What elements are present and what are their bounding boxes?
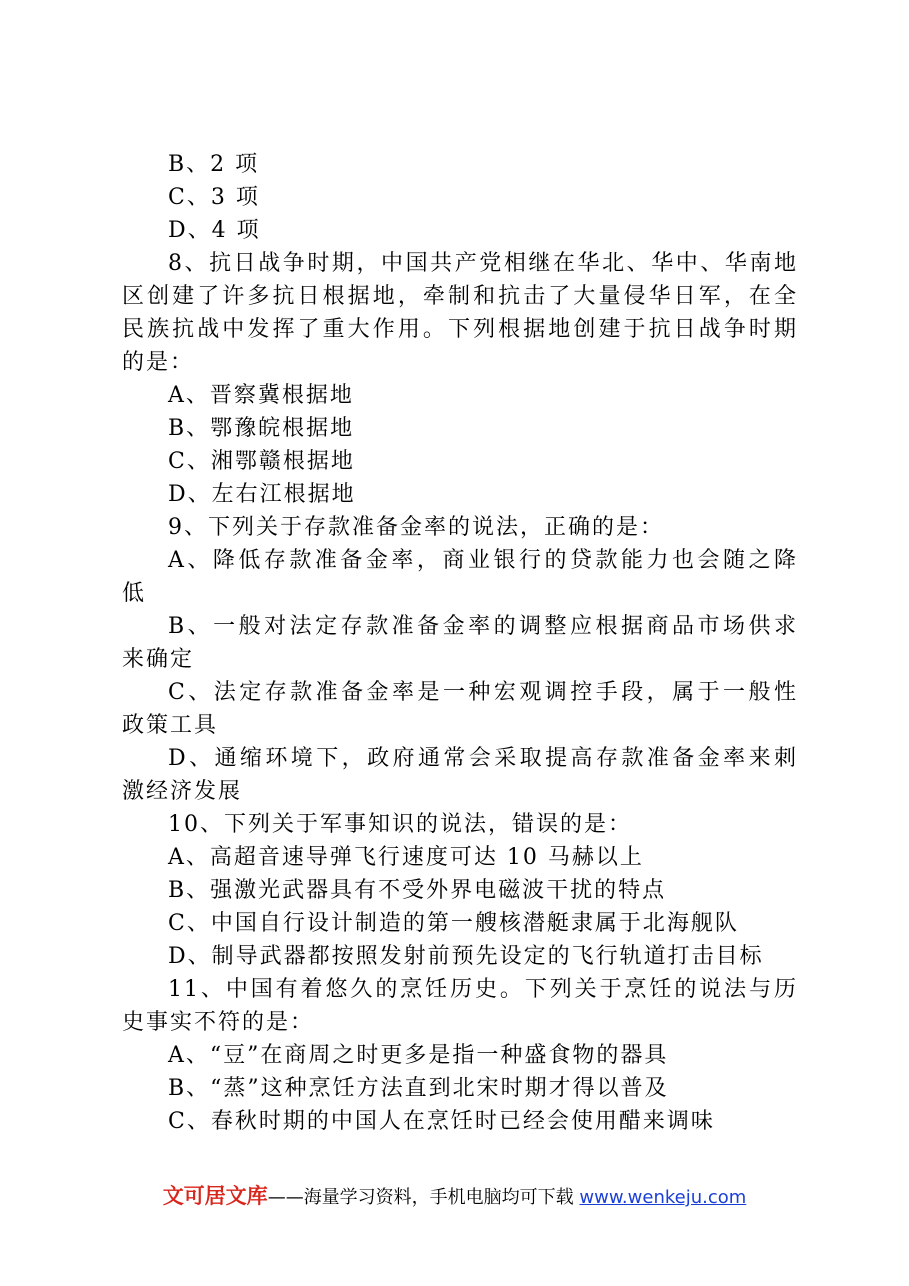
option-b-q11: B、“蒸”这种烹饪方法直到北宋时期才得以普及 bbox=[168, 1076, 669, 1101]
footer-website-link[interactable]: www.wenkeju.com bbox=[579, 1187, 747, 1208]
option-a-q9-line-1: A、降低存款准备金率，商业银行的贷款能力也会随之降 bbox=[168, 548, 798, 573]
document-body bbox=[122, 148, 798, 1138]
option-a-q11: A、“豆”在商周之时更多是指一种盛食物的器具 bbox=[168, 1043, 669, 1068]
option-b-q7: B、2 项 bbox=[168, 152, 260, 177]
question-8-line-4: 的是： bbox=[122, 350, 195, 375]
option-c-q8: C、湘鄂赣根据地 bbox=[168, 449, 355, 474]
option-a-q10: A、高超音速导弹飞行速度可达 10 马赫以上 bbox=[168, 845, 644, 870]
option-d-q10: D、制导武器都按照发射前预先设定的飞行轨道打击目标 bbox=[168, 944, 764, 969]
question-8-line-1: 8、抗日战争时期，中国共产党相继在华北、华中、华南地 bbox=[168, 251, 798, 276]
question-11-line-2: 史事实不符的是： bbox=[122, 1010, 315, 1035]
option-b-q9-line-1: B、一般对法定存款准备金率的调整应根据商品市场供求 bbox=[168, 614, 798, 639]
option-c-q11: C、春秋时期的中国人在烹饪时已经会使用醋来调味 bbox=[168, 1109, 715, 1134]
option-d-q8: D、左右江根据地 bbox=[168, 482, 356, 507]
question-9: 9、下列关于存款准备金率的说法，正确的是： bbox=[168, 515, 664, 540]
option-d-q7: D、4 项 bbox=[168, 218, 261, 243]
footer-brand: 文可居文库 bbox=[162, 1184, 268, 1208]
option-b-q8: B、鄂豫皖根据地 bbox=[168, 416, 355, 441]
question-8-line-2: 区创建了许多抗日根据地，牵制和抗击了大量侵华日军，在全 bbox=[122, 284, 798, 309]
option-c-q9-line-2: 政策工具 bbox=[122, 713, 219, 738]
option-c-q10: C、中国自行设计制造的第一艘核潜艇隶属于北海舰队 bbox=[168, 911, 739, 936]
option-c-q9-line-1: C、法定存款准备金率是一种宏观调控手段，属于一般性 bbox=[168, 680, 798, 705]
option-d-q9-line-1: D、通缩环境下，政府通常会采取提高存款准备金率来刺 bbox=[168, 746, 798, 771]
question-10: 10、下列关于军事知识的说法，错误的是： bbox=[168, 812, 632, 837]
option-a-q9-line-2: 低 bbox=[122, 581, 147, 606]
question-8-line-3: 民族抗战中发挥了重大作用。下列根据地创建于抗日战争时期 bbox=[122, 317, 798, 342]
option-b-q9-line-2: 来确定 bbox=[122, 647, 195, 672]
option-b-q10: B、强激光武器具有不受外界电磁波干扰的特点 bbox=[168, 878, 667, 903]
footer-slogan: ——海量学习资料，手机电脑均可下载 bbox=[267, 1187, 574, 1208]
question-11-line-1: 11、中国有着悠久的烹饪历史。下列关于烹饪的说法与历 bbox=[168, 977, 798, 1002]
option-d-q9-line-2: 激经济发展 bbox=[122, 779, 243, 804]
option-c-q7: C、3 项 bbox=[168, 185, 260, 210]
page-footer bbox=[0, 1182, 909, 1212]
option-a-q8: A、晋察冀根据地 bbox=[168, 383, 354, 408]
